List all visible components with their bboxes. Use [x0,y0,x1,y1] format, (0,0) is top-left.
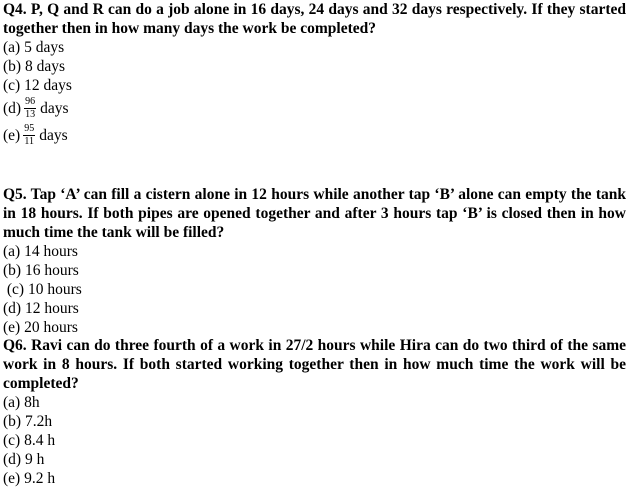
option-e [3,122,626,149]
option-b: (b) 16 hours [3,262,79,279]
question-text: Q6. Ravi can do three fourth of a work in 27/2 hours while Hira can do two third of the same work in 8 hours. If both started working together then in how much time the work will be completed? [3,337,626,392]
option-c: (c) 10 hours [3,281,82,298]
option-label: (e) [3,127,21,144]
option-unit: days [39,127,68,144]
fraction [24,97,36,120]
option-d: (d) 12 hours [3,300,79,317]
numerator: 96 [25,96,36,107]
question-4 [3,0,626,149]
option-label: (d) [3,100,22,117]
option-d: (d) 9 h [3,451,45,468]
option-a: (a) 5 days [3,39,65,56]
option-e: (e) 9.2 h [3,470,56,487]
option-c: (c) 8.4 h [3,432,56,449]
option-c: (c) 12 days [3,77,72,94]
question-text: Q5. Tap ‘A’ can fill a cistern alone in 12 hours while another tap ‘B’ alone can empty the tank in 18 hours. If both pipes are opened together and after 3 hours tap ‘B’ is closed then in how much time the tank will be filled? [3,186,626,241]
question-5 [3,185,626,337]
question-text: Q4. P, Q and R can do a job alone in 16 days, 24 days and 32 days respectively. If they started together then in how many days the work be completed? [3,1,626,37]
option-d [3,95,626,122]
option-b: (b) 8 days [3,58,65,75]
denominator: 11 [24,136,35,147]
question-6 [3,336,626,488]
option-unit: days [40,100,69,117]
denominator: 13 [25,109,36,120]
option-a: (a) 14 hours [3,243,78,260]
numerator: 95 [24,123,35,134]
fraction [23,124,35,147]
option-b: (b) 7.2h [3,413,53,430]
option-e: (e) 20 hours [3,319,78,336]
option-a: (a) 8h [3,394,40,411]
